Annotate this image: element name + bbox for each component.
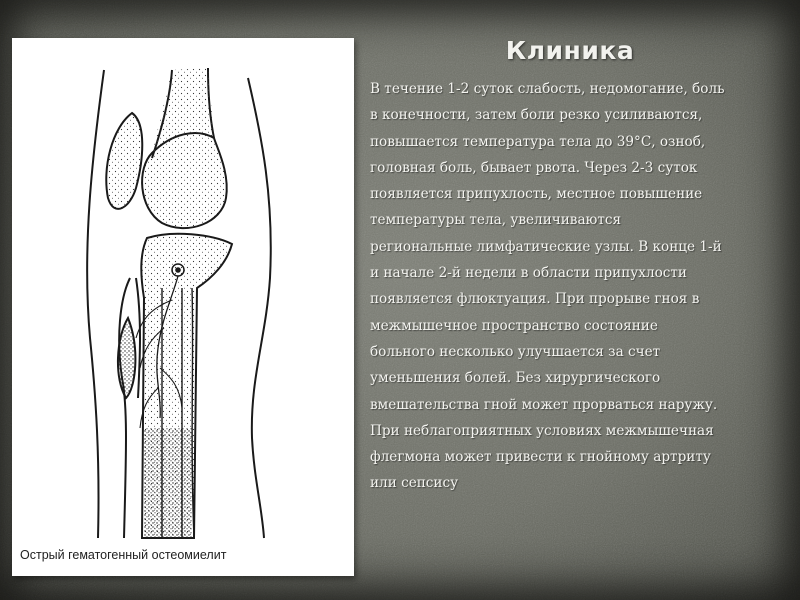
body-line: При неблагоприятных условиях межмышечная xyxy=(370,422,714,439)
slide-title: Клиника xyxy=(505,36,635,65)
body-line: температуры тела, увеличиваются xyxy=(370,212,622,229)
body-line: головная боль, бывает рвота. Через 2-3 суток xyxy=(370,159,698,176)
osteomyelitis-illustration xyxy=(12,38,354,576)
body-line: появляется припухлость, местное повышение xyxy=(370,186,703,203)
body-line: или сепсису xyxy=(370,475,459,492)
body-line: уменьшения болей. Без хирургического xyxy=(370,370,661,387)
body-line: в конечности, затем боли резко усиливаются, xyxy=(370,107,703,124)
body-line: больного несколько улучшается за счет xyxy=(370,343,661,360)
body-line: повышается температура тела до 39°С, озноб, xyxy=(370,133,706,150)
body-line: флегмона может привести к гнойному артриту xyxy=(370,449,711,466)
body-line: вмешательства гной может прорваться наружу. xyxy=(370,396,718,413)
body-line: региональные лимфатические узлы. В конце 1-й xyxy=(370,238,722,255)
body-line: и начале 2-й недели в области припухлости xyxy=(370,265,687,282)
body-line: В течение 1-2 суток слабость, недомогание, боль xyxy=(370,81,725,97)
body-line: межмышечное пространство состояние xyxy=(370,317,658,334)
figure-caption: Острый гематогенный остеомиелит xyxy=(20,548,227,562)
figure-panel xyxy=(12,38,354,576)
slide-body-text xyxy=(370,76,770,497)
body-line: появляется флюктуация. При прорыве гноя в xyxy=(370,291,700,308)
